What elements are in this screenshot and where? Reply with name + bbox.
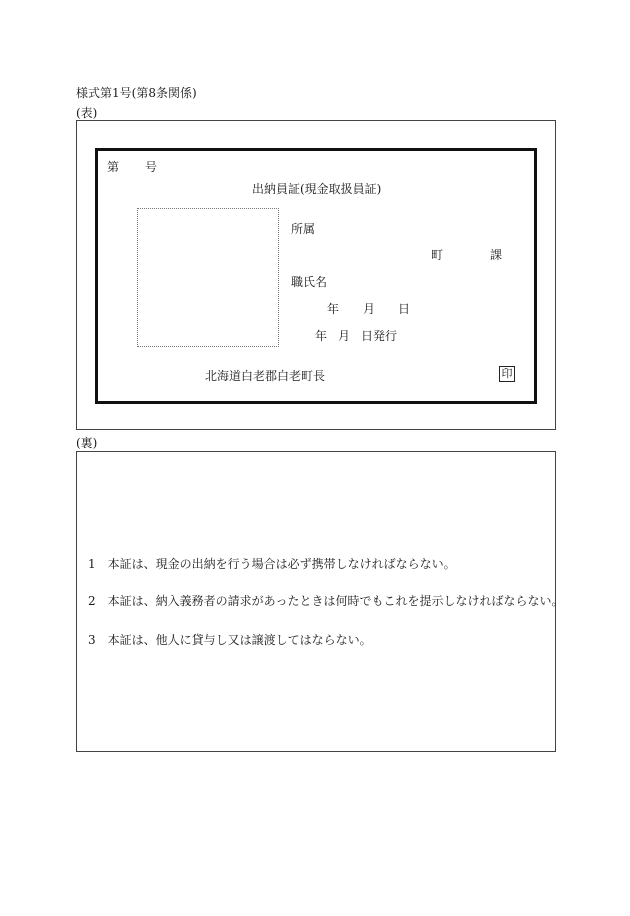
issuer-name: 北海道白老郡白老町長 bbox=[205, 369, 326, 383]
note-number: 3 bbox=[88, 633, 96, 647]
form-title: 様式第1号(第8条関係) bbox=[76, 86, 197, 100]
section-label-ka: 課 bbox=[490, 248, 503, 262]
back-side-label: (裏) bbox=[76, 436, 98, 450]
birth-day-label: 日 bbox=[398, 302, 411, 316]
birth-year-label: 年 bbox=[327, 302, 340, 316]
card-title: 出納員証(現金取扱員証) bbox=[252, 182, 382, 196]
issue-month-label: 月 bbox=[338, 329, 351, 343]
name-label: 職氏名 bbox=[291, 275, 328, 289]
note-text: 本証は、納入義務者の請求があったときは何時でもこれを提示しなければならない。 bbox=[107, 594, 564, 608]
birth-month-label: 月 bbox=[363, 302, 376, 316]
front-side-label: (表) bbox=[76, 106, 98, 120]
note-3 bbox=[88, 631, 372, 648]
issue-day-label: 日発行 bbox=[361, 329, 398, 343]
town-label: 町 bbox=[431, 248, 444, 262]
seal-mark: 印 bbox=[499, 366, 515, 382]
issue-year-label: 年 bbox=[315, 329, 328, 343]
note-1 bbox=[88, 555, 456, 572]
note-number: 1 bbox=[88, 557, 96, 571]
note-text: 本証は、他人に貸与し又は譲渡してはならない。 bbox=[107, 633, 372, 647]
note-number: 2 bbox=[88, 594, 96, 608]
number-label-go: 号 bbox=[145, 160, 158, 174]
affiliation-label: 所属 bbox=[291, 222, 316, 236]
photo-placeholder bbox=[137, 208, 279, 347]
note-2 bbox=[88, 592, 564, 609]
note-text: 本証は、現金の出納を行う場合は必ず携帯しなければならない。 bbox=[107, 557, 456, 571]
number-label-dai: 第 bbox=[107, 160, 120, 174]
